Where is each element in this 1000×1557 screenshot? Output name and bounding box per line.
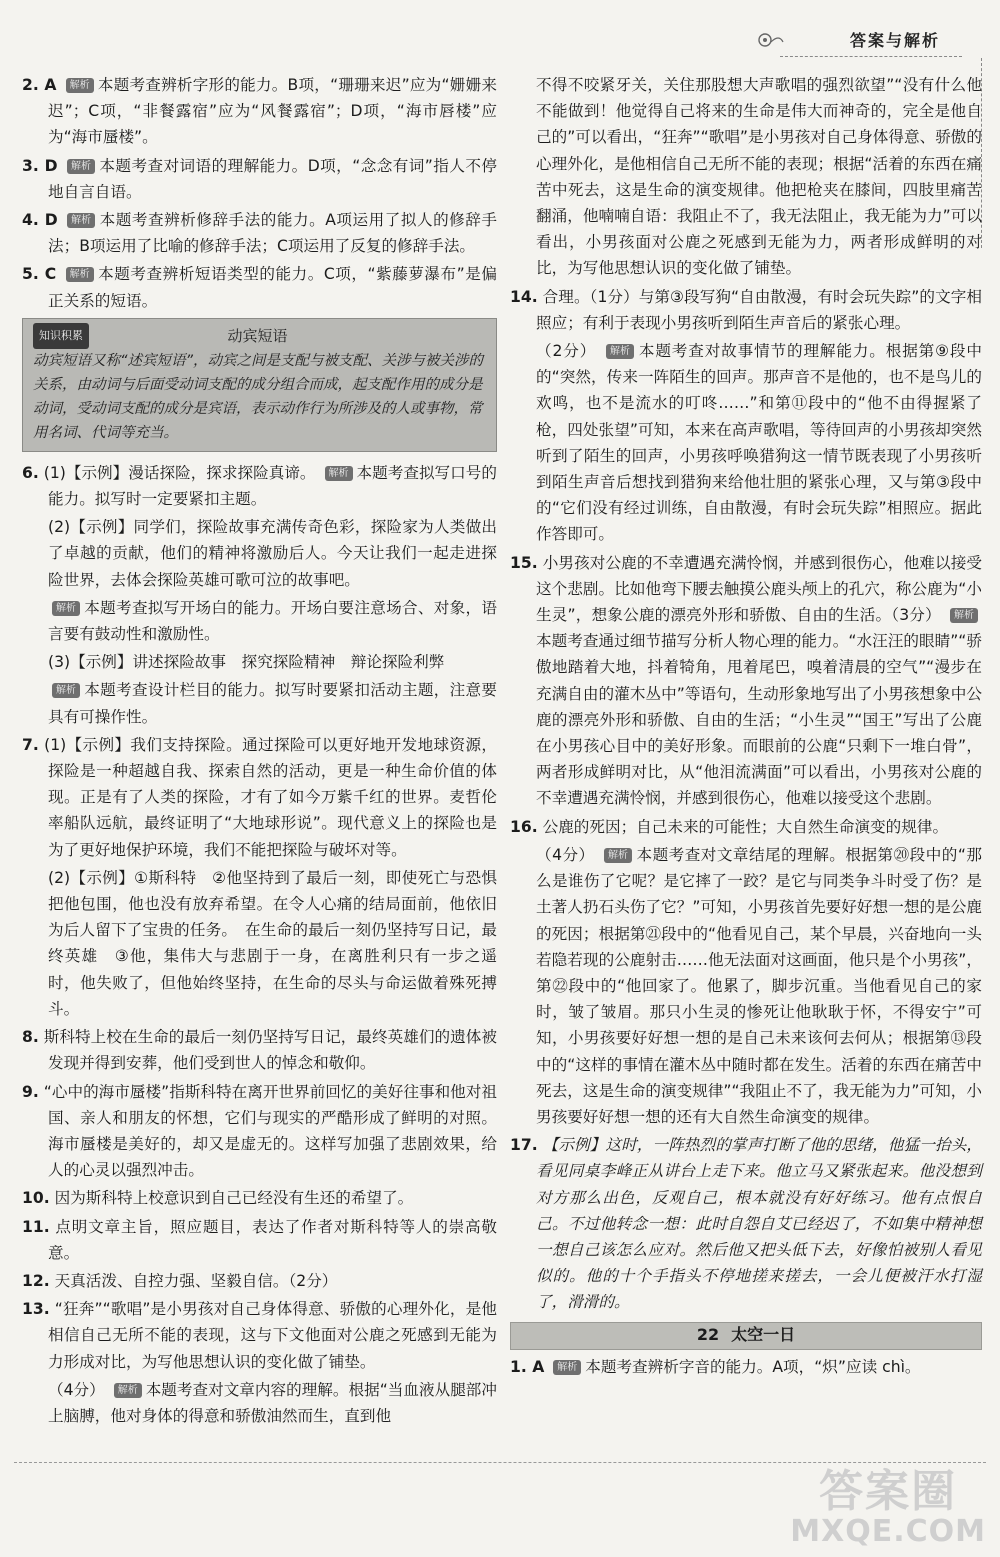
answer-text: 因为斯科特上校意识到自己已经没有生还的希望了。 — [54, 1189, 414, 1208]
answer-6-part3-analysis-row — [22, 677, 497, 729]
answer-6-part3-analysis: 本题考查设计栏目的能力。拟写时要紧扣活动主题，注意要具有可操作性。 — [48, 681, 497, 726]
answer-number: 17. — [510, 1136, 538, 1155]
score: （4分） — [48, 1380, 105, 1399]
answer-12 — [22, 1268, 497, 1294]
answer-16-analysis-row — [510, 842, 982, 1130]
answer-9 — [22, 1079, 497, 1184]
answer-5 — [22, 261, 497, 313]
answer-text: 斯科特上校在生命的最后一刻仍坚持写日记，最终英雄们的遗体被发现并得到安葬，他们受到世人的悼念和敬仰。 — [43, 1028, 497, 1073]
answer-number: 13. — [22, 1300, 50, 1319]
answer-6-part2: (2)【示例】同学们，探险故事充满传奇色彩，探险家为人类做出了卓越的贡献，他们的精神将激励后人。今天让我们一起走进探险世界，去体会探险英雄可歌可泣的故事吧。 — [48, 518, 497, 589]
watermark-logo-text: 答案圈 — [819, 1466, 958, 1517]
knowledge-box — [22, 318, 497, 452]
answer-14 — [510, 284, 982, 336]
analysis-tag: 解析 — [66, 78, 94, 93]
answer-number: 15. — [510, 553, 538, 572]
analysis-tag: 解析 — [553, 1360, 581, 1375]
answer-7-part2: (2)【示例】①斯科特 ②他坚持到了最后一刻，即使死亡与恐惧把他包围，他也没有放弃希望。在令人心痛的结局面前，他依旧为后人留下了宝贵的任务。 在生命的最后一刻仍坚持写日记，最终英雄 ③他，集伟大与悲剧于一身，在离胜利只有一步之遥时，他失败了，但他始终坚持，在生命的尽头与命运做着殊死搏斗。 — [48, 868, 497, 1018]
answer-6 — [22, 460, 497, 512]
score: （4分） — [536, 845, 595, 864]
answer-number: 9. — [22, 1082, 39, 1101]
answer-11 — [22, 1214, 497, 1266]
analysis-tag: 解析 — [66, 267, 94, 282]
header-divider — [780, 56, 962, 57]
answer-6-part3: (3)【示例】讲述探险故事 探究探险精神 辩论探险利弊 — [48, 653, 445, 672]
knowledge-text: 动宾短语又称“述宾短语”，动宾之间是支配与被支配、关涉与被关涉的关系，由动词与后面受动词支配的成分组合而成，起支配作用的成分是动词，受动词支配的成分是宾语，表示动作行为所涉及的人或事物，常用名词、代词等充当。 — [33, 352, 484, 441]
answer-number: 3. D — [22, 156, 58, 175]
answer-text: 本题考查辨析字形的能力。B项，“珊珊来迟”应为“姗姗来迟”；C项，“非餐露宿”应为“风餐露宿”；D项，“海市唇楼”应为“海市蜃楼”。 — [48, 76, 497, 147]
answer-text: 合理。（1分）与第③段写狗“自由散漫，有时会玩失踪”的文字相照应；有利于表现小男孩听到陌生声音后的紧张心理。 — [536, 287, 982, 332]
answer-13-analysis-continued: 不得不咬紧牙关，关住那股想大声歌唱的强烈欲望”“没有什么他不能做到！他觉得自己将来的生命是伟大而神奇的，完全是他自己的”可以看出，“狂奔”“歌唱”是小男孩对自己身体得意、骄傲的心理外化，是他相信自己无所不能的表现；根据“活着的东西在痛苦中死去，这是生命的演变规律。他把枪夹在膝间，四肢里痛苦翻涌，他喃喃自语：我阻止不了，我无法阻止，我无能为力”可以看出，小男孩面对公鹿之死感到无能为力，两者形成鲜明的对比，为写他思想认识的变化做了铺垫。 — [536, 76, 982, 278]
footer-divider — [14, 1462, 986, 1463]
answer-number: 6. — [22, 463, 39, 482]
answer-6-part2-analysis-row — [22, 595, 497, 647]
section-title: 太空一日 — [731, 1325, 796, 1345]
answer-10 — [22, 1185, 497, 1211]
page-header-title: 答案与解析 — [849, 31, 940, 50]
answer-text: “心中的海市蜃楼”指斯科特在离开世界前回忆的美好往事和他对祖国、亲人和朋友的怀想，它们与现实的严酷形成了鲜明的对照。海市蜃楼是美好的，却又是虚无的。这样写加强了悲剧效果，给人的心灵以强烈冲击。 — [43, 1082, 497, 1180]
answer-number: 7. — [22, 735, 39, 754]
section-number: 22 — [696, 1325, 720, 1345]
answer-number: 16. — [510, 817, 538, 836]
answer-text: 小男孩对公鹿的不幸遭遇充满怜悯，并感到很伤心，他难以接受这个悲剧。比如他弯下腰去触摸公鹿头颅上的孔穴，称公鹿为“小生灵”，想象公鹿的漂亮外形和骄傲、自由的生活。（3分） — [536, 553, 982, 625]
knowledge-title: 动宾短语 — [227, 326, 288, 345]
answer-number: 8. — [22, 1028, 39, 1047]
analysis-tag: 解析 — [52, 683, 80, 698]
analysis-tag: 解析 — [950, 608, 978, 623]
answer-14-analysis-row — [510, 338, 982, 548]
answer-6-part1: (1)【示例】漫话探险，探求探险真谛。 — [43, 463, 316, 482]
analysis-tag: 解析 — [52, 601, 80, 616]
answer-text: 本题考查辨析修辞手法的能力。A项运用了拟人的修辞手法；B项运用了比喻的修辞手法；C项运用了反复的修辞手法。 — [48, 211, 497, 256]
answer-text: “狂奔”“歌唱”是小男孩对自己身体得意、骄傲的心理外化，是他相信自己无所不能的表现，这与下文他面对公鹿之死感到无能为力形成对比，为写他思想认识的变化做了铺垫。 — [48, 1300, 497, 1371]
answer-number: 10. — [22, 1189, 50, 1208]
answer-text: 本题考查辨析短语类型的能力。C项，“紫藤萝瀑布”是偏正关系的短语。 — [48, 265, 497, 310]
answer-3 — [22, 153, 497, 205]
answer-15-analysis: 本题考查通过细节描写分析人物心理的能力。“水汪汪的眼睛”“骄傲地踏着大地，抖着犄角，甩着尾巴，嗅着清晨的空气”“漫步在充满自由的灌木丛中”等语句，生动形象地写出了小男孩想象中公鹿的漂亮外形和骄傲、自由的生活；“小生灵”“国王”写出了公鹿在小男孩心目中的美好形象。而眼前的公鹿“只剩下一堆白骨”，两者形成鲜明对比，从“他泪流满面”可以看出，小男孩对公鹿的不幸遭遇充满怜悯，并感到很伤心，他难以接受这个悲剧。 — [536, 632, 982, 808]
analysis-tag: 解析 — [67, 213, 95, 228]
section-22-answer-1 — [510, 1354, 982, 1380]
answer-6-part1-analysis: 本题考查拟写口号的能力。拟写时一定要紧扣主题。 — [48, 463, 497, 509]
analysis-tag: 解析 — [67, 159, 95, 174]
answer-number: 5. C — [22, 265, 57, 284]
answer-16-analysis: 本题考查对文章结尾的理解。根据第⑳段中的“那么是谁伤了它呢？是它摔了一跤？是它与同类争斗时受了伤？是土著人扔石头伤了它？”可知，小男孩首先要好好想一想的是公鹿的死因；根据第㉑段中的“他看见自己，某个早晨，兴奋地向一头若隐若现的公鹿射击……他无法面对这画面，他只是个小男孩”，第㉒段中的“他回家了。他累了，脚步沉重。当他看见自己的家时，皱了皱眉。那只小生灵的惨死让他耿耿于怀，不得安宁”可知，小男孩要好好想一想的是自己未来该何去何从；根据第⑬段中的“这样的事情在灌木丛中随时都在发生。活着的东西在痛苦中死去，这是生命的演变规律”“我阻止不了，我无能为力”可知，小男孩要好好想一想的还有大自然生命演变的规律。 — [536, 845, 982, 1126]
answer-text: 本题考查对词语的理解能力。D项，“念念有词”指人不停地自言自语。 — [48, 156, 497, 201]
answer-number: 4. D — [22, 211, 58, 230]
answer-number: 12. — [22, 1271, 50, 1290]
site-watermark — [790, 1466, 986, 1549]
answer-number: 14. — [510, 287, 538, 306]
knowledge-label: 知识积累 — [33, 323, 89, 349]
analysis-tag: 解析 — [604, 848, 632, 863]
left-column — [22, 72, 497, 1431]
answer-13 — [22, 1296, 497, 1375]
answer-4 — [22, 207, 497, 259]
answer-15 — [510, 550, 982, 812]
right-column — [510, 72, 982, 1382]
answer-7-part1: (1)【示例】我们支持探险。通过探险可以更好地开发地球资源，探险是一种超越自我、探索自然的活动，更是一种生命价值的体现。正是有了人类的探险，才有了如今万紫千红的世界。麦哲伦率船队远航，最终证明了“大地球形说”。现代意义上的探险也是为了更好地保护环境，我们不能把探险与破坏对等。 — [44, 735, 497, 859]
answer-number: 11. — [22, 1217, 50, 1236]
answer-8 — [22, 1024, 497, 1076]
answer-14-analysis: 本题考查对故事情节的理解能力。根据第⑨段中的“突然，传来一阵陌生的回声。那声音不是他的，也不是鸟儿的欢鸣，也不是流水的叮咚……”和第⑪段中的“他不由得握紧了枪，四处张望”可知，本来在高声歌唱，等待回声的小男孩却突然听到了陌生的回声，小男孩呼唤猎狗这一情节既表现了小男孩听到陌生声音后想找到猎狗来给他壮胆的紧张心理，又与第③段中的“它们没有经过训练，自由散漫，有时会玩失踪”相照应。据此作答即可。 — [536, 342, 983, 544]
score: （2分） — [536, 342, 597, 361]
answer-text: 天真活泼、自控力强、坚毅自信。（2分） — [54, 1271, 338, 1290]
analysis-tag: 解析 — [606, 344, 634, 359]
analysis-tag: 解析 — [325, 466, 353, 481]
section-header — [510, 1322, 982, 1350]
answer-17 — [510, 1132, 982, 1315]
answer-number: 2. A — [22, 76, 57, 94]
answer-text: 本题考查辨析字音的能力。A项，“炽”应读 chì。 — [585, 1357, 921, 1376]
answer-text: 【示例】这时，一阵热烈的掌声打断了他的思绪，他猛一抬头，看见同桌李峰正从讲台上走下来。他立马又紧张起来。他没想到对方那么出色，反观自己，根本就没有好好练习。他有点恨自己。不过他转念一想：此时自怨自艾已经迟了，不如集中精神想一想自己该怎么应对。然后他又把头低下去，好像怕被别人看见似的。他的十个手指头不停地搓来搓去，一会儿便被汗水打湿了，滑滑的。 — [536, 1136, 982, 1312]
decorative-flower-icon — [755, 28, 785, 54]
answer-7 — [22, 732, 497, 863]
answer-13-analysis-row — [22, 1377, 497, 1429]
answer-13-analysis: 本题考查对文章内容的理解。根据“当血液从腿部冲上脑膊，他对身体的得意和骄傲油然而生，直到他 — [48, 1380, 497, 1425]
answer-text: 点明文章主旨，照应题目，表达了作者对斯科特等人的崇高敬意。 — [48, 1217, 497, 1262]
watermark-url: MXQE.COM — [790, 1514, 986, 1549]
answer-2 — [22, 72, 497, 151]
analysis-tag: 解析 — [114, 1383, 142, 1398]
answer-number: 1. A — [510, 1357, 545, 1376]
answer-16 — [510, 814, 982, 840]
answer-text: 公鹿的死因；自己未来的可能性；大自然生命演变的规律。 — [542, 817, 949, 836]
answer-6-part2-analysis: 本题考查拟写开场白的能力。开场白要注意场合、对象，语言要有鼓动性和激励性。 — [48, 598, 497, 644]
